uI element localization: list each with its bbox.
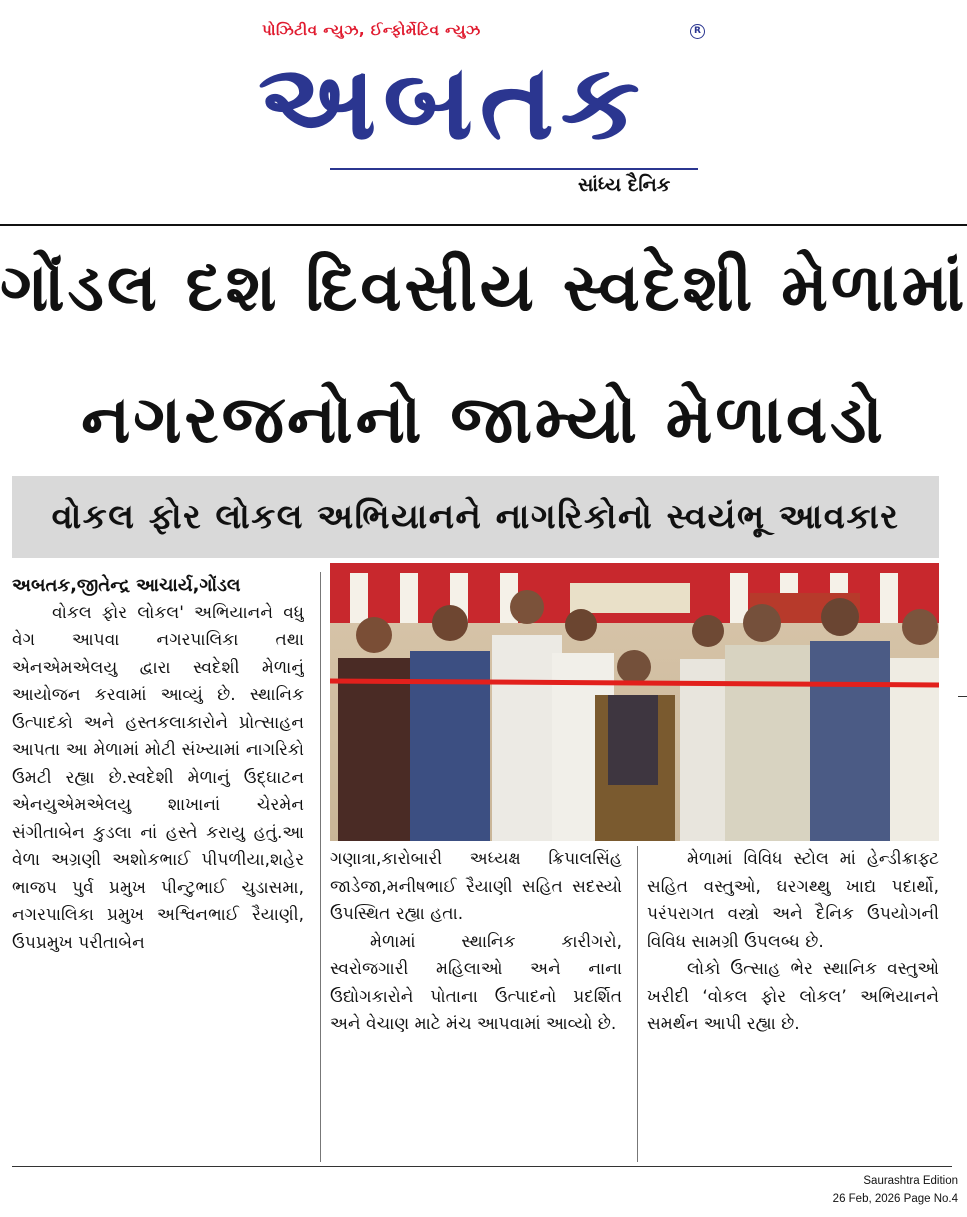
newspaper-logo: અબતક [258, 41, 647, 163]
margin-mark [958, 696, 967, 697]
article-paragraph: મેળામાં વિવિધ સ્ટોલ માં હેન્ડીક્રાફ્ટ સહિત વસ્તુઓ, ઘરગથ્થુ ખાદ્ય પદાર્થો, પરંપરાગત વસ્ત્રો અને દૈનિક ઉપયોગની વિવિધ સામગ્રી ઉપલબ્ધ છે. [647, 849, 939, 952]
headline-line-2: નગરજનોનો જામ્યો મેળાવડો [81, 381, 886, 458]
edition-info [833, 1172, 958, 1208]
article-byline: અબતક,જીતેન્દ્ર આચાર્ય,ગોંડલ [12, 575, 241, 596]
logo-underline [330, 168, 698, 170]
article-column-1 [12, 572, 304, 1162]
headline-line-1: ગોંડલ દશ દિવસીય સ્વદેશી મેળામાં [0, 249, 967, 326]
column-divider [637, 846, 638, 1162]
article-paragraph: વોકલ ફોર લોકલ' અભિયાનને વધુ વેગ આપવા નગરપાલિકા તથા એનએમએલયુ દ્વારા સ્વદેશી મેળાનું આયોજન કરવામાં આવ્યું છે. સ્થાનિક ઉત્પાદકો અને હસ્તકલાકારોને પ્રોત્સાહન આપતા આ મેળામાં મોટી સંખ્યામાં નાગરિકો ઉમટી રહ્યા છે.સ્વદેશી મેળાનું ઉદ્ઘાટન એનયુએમએલયુ શાખાનાં ચેરમેન સંગીતાબેન કુડલા નાં હસ્તે કરાયુ હતું.આ વેળા અગ્રણી અશોકભાઈ પીપળીયા,શહેર ભાજપ પુર્વ પ્રમુખ પીન્ટુભાઈ ચુડાસમા, નગરપાલિકા પ્રમુખ અશ્વિનભાઈ રૈયાણી, ઉપપ્રમુખ પરીતાબેન [12, 602, 304, 953]
edition-name: Saurashtra Edition [863, 1175, 958, 1187]
masthead-subtitle: સાંધ્ય દૈનિક [578, 174, 671, 196]
masthead-tagline: પોઝિટીવ ન્યુઝ, ઈન્ફોર્મેટિવ ન્યુઝ [262, 21, 481, 39]
article-column-3 [647, 846, 939, 1162]
edition-date-page: 26 Feb, 2026 Page No.4 [832, 1193, 958, 1205]
article-paragraph: ગણાત્રા,કારોબારી અધ્યક્ષ ક્રિપાલસિંહ જાડેજા,મનીષભાઈ રૈયાણી સહિત સદસ્યો ઉપસ્થિત રહ્યા હતા. [330, 849, 622, 924]
article-column-2 [330, 846, 622, 1162]
article-paragraph: લોકો ઉત્સાહ ભેર સ્થાનિક વસ્તુઓ ખરીદી ‘વોકલ ફોર લોકલ’ અભિયાનને સમર્થન આપી રહ્યા છે. [647, 959, 939, 1034]
masthead [0, 0, 967, 225]
subheadline-banner: વોકલ ફોર લોકલ અભિયાનને નાગરિકોનો સ્વયંભૂ આવકાર [12, 476, 939, 558]
registered-mark-icon: R [690, 24, 705, 39]
column-divider [320, 572, 321, 1162]
article-photo [330, 563, 939, 841]
footer-divider [12, 1166, 952, 1167]
ribbon-cutting-photo [330, 563, 939, 841]
masthead-divider [0, 224, 967, 226]
article-paragraph: મેળામાં સ્થાનિક કારીગરો, સ્વરોજગારી મહિલાઓ અને નાના ઉદ્યોગકારોને પોતાના ઉત્પાદનો પ્રદર્શિત અને વેચાણ માટે મંચ આપવામાં આવ્યો છે. [330, 931, 622, 1034]
